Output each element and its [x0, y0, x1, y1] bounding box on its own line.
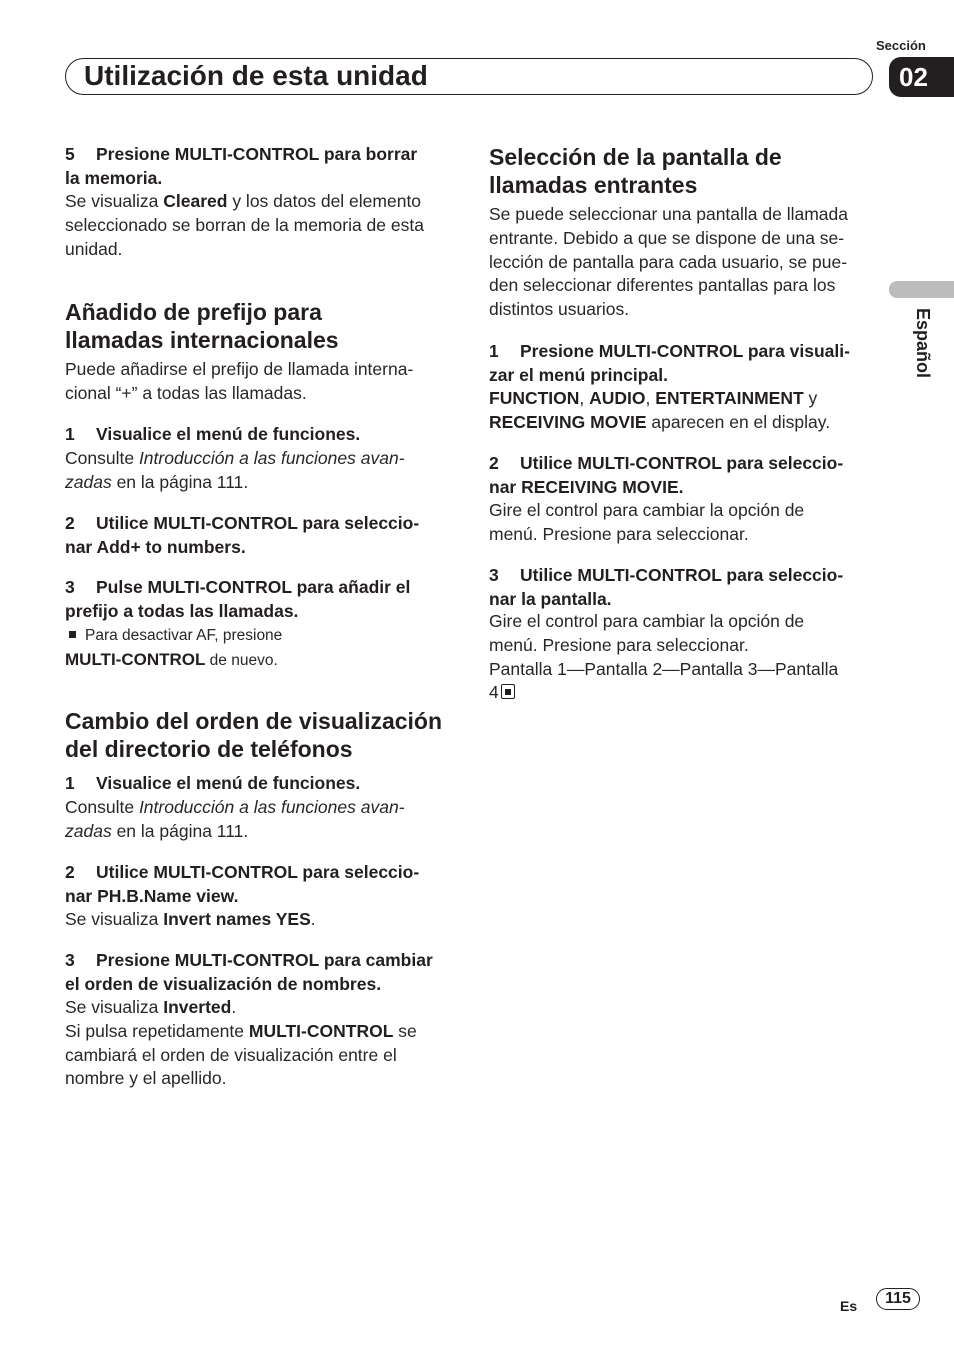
heading-line: llamadas entrantes	[489, 172, 698, 198]
cross-reference: Introducción a las funciones avan-	[138, 448, 405, 468]
step-text: Utilice MULTI-CONTROL para seleccio-	[520, 453, 844, 473]
language-tab-label: Español	[913, 308, 933, 379]
step-number: 2	[65, 513, 75, 533]
step-text: Visualice el menú de funciones.	[96, 424, 361, 444]
step-number: 3	[489, 565, 499, 585]
emphasis: FUNCTION	[489, 388, 580, 408]
screen-step-2	[489, 452, 874, 499]
screen-step-1	[489, 340, 874, 387]
step-text: prefijo a todas las llamadas.	[65, 600, 299, 621]
step-number: 3	[65, 577, 75, 597]
step-5-description	[65, 190, 450, 261]
text: Se puede seleccionar una pantalla de llamada	[489, 204, 849, 224]
step-5-clear-memory	[65, 143, 450, 190]
cross-reference: zadas	[65, 820, 112, 841]
text: ,	[645, 388, 656, 408]
screen-step-1-description	[489, 387, 874, 435]
text: Puede añadirse el prefijo de llamada interna-	[65, 359, 414, 379]
text: menú. Presione para seleccionar.	[489, 523, 749, 544]
text: Gire el control para cambiar la opción de	[489, 500, 805, 520]
text: Se visualiza	[65, 997, 164, 1017]
order-step-1-description	[65, 796, 450, 844]
step-number: 2	[489, 453, 499, 473]
cross-reference: Introducción a las funciones avan-	[138, 797, 405, 817]
order-step-1	[65, 772, 450, 796]
step-number: 5	[65, 144, 75, 164]
text: y los datos del elemento	[227, 191, 422, 211]
heading-phonebook-order	[65, 707, 450, 763]
note-text: de nuevo.	[205, 651, 278, 669]
step-text: nar RECEIVING MOVIE.	[489, 476, 684, 497]
step-text: Utilice MULTI-CONTROL para seleccio-	[96, 862, 420, 882]
order-step-3	[65, 949, 450, 996]
step-text: nar Add+ to numbers.	[65, 536, 246, 557]
bullet-square-icon	[69, 631, 76, 638]
footer-language-code: Es	[840, 1298, 858, 1314]
text: Se visualiza	[65, 191, 164, 211]
step-text: Utilice MULTI-CONTROL para seleccio-	[96, 513, 420, 533]
section-label: Sección	[876, 38, 926, 53]
prefix-step-1-description	[65, 447, 450, 495]
emphasis: ENTERTAINMENT	[655, 388, 804, 408]
screen-step-3	[489, 564, 874, 611]
text: seleccionado se borran de la memoria de esta	[65, 214, 424, 235]
emphasis: RECEIVING MOVIE	[489, 411, 647, 432]
emphasis: Invert names YES	[163, 909, 311, 929]
end-of-section-icon	[501, 684, 515, 699]
step-text: la memoria.	[65, 167, 163, 188]
incoming-screen-intro	[489, 203, 874, 322]
heading-line: llamadas internacionales	[65, 327, 339, 353]
text: Consulte	[65, 448, 139, 468]
emphasis: Cleared	[163, 191, 228, 211]
text: 4	[489, 682, 499, 703]
step-text: nar PH.B.Name view.	[65, 885, 239, 906]
emphasis: MULTI-CONTROL	[248, 1020, 394, 1041]
text: entrante. Debido a que se dispone de una se-	[489, 227, 845, 248]
text: distintos usuarios.	[489, 299, 630, 320]
text: y	[803, 388, 818, 408]
heading-incoming-call-screen	[489, 143, 874, 199]
step-text: Presione MULTI-CONTROL para cambiar	[96, 950, 433, 970]
prefix-intro	[65, 358, 450, 406]
text: .	[231, 997, 237, 1017]
order-step-2	[65, 861, 450, 908]
step-text: Pulse MULTI-CONTROL para añadir el	[96, 577, 411, 597]
step-text: Presione MULTI-CONTROL para visuali-	[520, 341, 850, 361]
text: lección de pantalla para cada usuario, se pue-	[489, 251, 848, 272]
text: se	[393, 1020, 417, 1041]
text: Se visualiza	[65, 909, 164, 929]
prefix-step-3-note	[65, 624, 450, 672]
text: ,	[579, 388, 590, 408]
text: nombre y el apellido.	[65, 1068, 227, 1089]
step-text: zar el menú principal.	[489, 364, 668, 385]
step-number: 1	[65, 424, 75, 444]
step-text: Presione MULTI-CONTROL para borrar	[96, 144, 418, 164]
text: .	[310, 909, 316, 929]
language-tab-marker	[889, 281, 954, 298]
text: en la página 111.	[111, 820, 249, 841]
screen-step-3-description	[489, 610, 874, 705]
prefix-step-3	[65, 576, 450, 623]
text: cional “+” a todas las llamadas.	[65, 382, 307, 403]
page-title: Utilización de esta unidad	[84, 60, 428, 91]
emphasis: AUDIO	[589, 388, 646, 408]
step-number: 1	[489, 341, 499, 361]
text: menú. Presione para seleccionar.	[489, 634, 749, 655]
step-number: 1	[65, 773, 75, 793]
step-number: 2	[65, 862, 75, 882]
heading-line: Selección de la pantalla de	[489, 144, 782, 170]
screen-step-2-description	[489, 499, 874, 547]
emphasis: Inverted	[163, 997, 232, 1017]
heading-line: Cambio del orden de visualización	[65, 708, 443, 734]
text: Si pulsa repetidamente	[65, 1020, 249, 1041]
prefix-step-1	[65, 423, 450, 447]
step-text: el orden de visualización de nombres.	[65, 973, 382, 994]
step-text: Visualice el menú de funciones.	[96, 773, 361, 793]
text: aparecen en el display.	[646, 411, 831, 432]
heading-line: del directorio de teléfonos	[65, 736, 353, 762]
note-text: Para desactivar AF, presione	[85, 627, 283, 644]
cross-reference: zadas	[65, 471, 112, 492]
page-number: 115	[876, 1288, 920, 1310]
text: en la página 111.	[111, 471, 249, 492]
heading-line: Añadido de prefijo para	[65, 299, 322, 325]
heading-prefix	[65, 298, 450, 354]
text: Pantalla 1—Pantalla 2—Pantalla 3—Pantalla	[489, 658, 839, 679]
text: cambiará el orden de visualización entre el	[65, 1044, 397, 1065]
prefix-step-2	[65, 512, 450, 559]
step-text: Utilice MULTI-CONTROL para seleccio-	[520, 565, 844, 585]
order-step-2-description	[65, 908, 450, 932]
text: den seleccionar diferentes pantallas para los	[489, 275, 836, 296]
emphasis: MULTI-CONTROL	[65, 649, 206, 669]
text: unidad.	[65, 238, 123, 259]
order-step-3-description	[65, 996, 450, 1091]
section-number-badge: 02	[889, 57, 954, 97]
step-text: nar la pantalla.	[489, 588, 612, 609]
text: Consulte	[65, 797, 139, 817]
step-number: 3	[65, 950, 75, 970]
text: Gire el control para cambiar la opción de	[489, 611, 805, 631]
